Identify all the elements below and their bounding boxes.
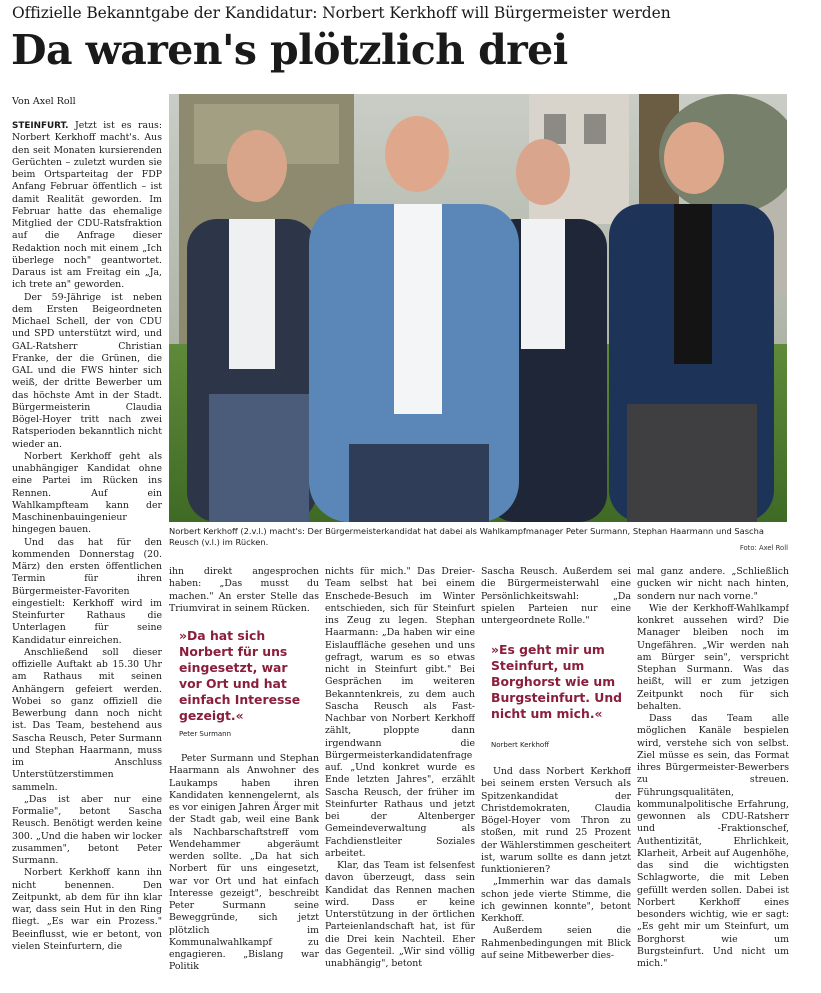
- paragraph: Außerdem seien die Rahmenbedingungen mit Blick auf seine Mitbewerber dies-: [481, 925, 631, 961]
- paragraph: STEINFURT. Jetzt ist es raus: Norbert Kerkhoff macht's. Aus den seit Monaten kursierenden Gerüchten – zuletzt wurden sie beim Ortsparteitag der FDP Anfang Februar öffentlich – ist damit Realität geworden. Im Februar hatte das ehemalige Mitglied der CDU-Ratsfraktion auf die Anfrage dieser Redaktion noch mit einem „Ich überlege noch" geantwortet. Daraus ist am Freitag ein „Ja, ich trete an" geworden.: [12, 120, 162, 291]
- article-column-1: [12, 120, 162, 986]
- article-photo: [169, 94, 787, 522]
- paragraph: „Das ist aber nur eine Formalie", betont Sascha Reusch. Benötigt werden keine 300. „Und die haben wir locker zusammen", betont Peter Surmann.: [12, 793, 162, 866]
- article-byline: Von Axel Roll: [12, 96, 76, 107]
- article-column-4-bottom: [481, 766, 631, 986]
- article-column-3: [325, 566, 475, 986]
- paragraph: Norbert Kerkhoff kann ihn nicht benennen. Den Zeitpunkt, ab dem für ihn klar war, dass sein Hut in den Ring fliegt. „Es war ein Prozess." Beeinflusst, wie er betont, von vielen Steinfurtern, die: [12, 867, 162, 952]
- paragraph: Dass das Team alle möglichen Kanäle bespielen wird, verstehe sich von selbst. Ziel müsse es sein, das Format ihres Bürgermeister-Bewerbers zu streuen. Führungsqualitäten, kommunalpolitische Erfahrung, gewonnen als CDU-Ratsherr und -Fraktionschef, Authentizität, Ehrlichkeit, Klarheit, Arbeit auf Augenhöhe, das sind die wichtigsten Schlagworte, die mit Leben gefüllt werden sollen. Dabei ist Norbert Kerkhoff eines besonders wichtig, wie er sagt: „Es geht mir um Steinfurt, um Borghorst wie um Burgsteinfurt. Und nicht um mich.": [637, 713, 789, 969]
- paragraph: Wie der Kerkhoff-Wahlkampf konkret aussehen wird? Die Manager bleiben noch im Ungefähren. „Wir werden nah am Bürger sein", verspricht Stephan Surmann. Was das heißt, will er zum jetzigen Zeitpunkt noch für sich behalten.: [637, 602, 789, 712]
- paragraph: Norbert Kerkhoff geht als unabhängiger Kandidat ohne eine Partei im Rücken ins Rennen. Auf ein Wahlkampfteam kann der Maschinenbauingenieur hingegen bauen.: [12, 450, 162, 536]
- paragraph: mal ganz andere. „Schließlich gucken wir nicht nach hinten, sondern nur nach vorne.": [637, 566, 789, 602]
- article-column-5: [637, 566, 789, 986]
- paragraph: Anschließend soll dieser offizielle Auftakt ab 15.30 Uhr am Rathaus mit seinen Anhängern gefeiert werden. Wobei so ganz offiziell die Bewerbung dann noch nicht ist. Das Team, bestehend aus Sascha Reusch, Peter Surmann und Stephan Haarmann, muss im Anschluss Unterstützerstimmen sammeln.: [12, 646, 162, 793]
- paragraph: Und dass Norbert Kerkhoff bei seinem ersten Versuch als Spitzenkandidat der Christdemokraten, Claudia Bögel-Hoyer vom Thron zu stoßen, mit rund 25 Prozent der Wählerstimmen gescheitert ist, warum sollte es dann jetzt funktionieren?: [481, 766, 631, 875]
- paragraph: „Immerhin war das damals schon jede vierte Stimme, die ich gewinnen konnte", betont Kerkhoff.: [481, 876, 631, 924]
- paragraph: nichts für mich." Das Dreier-Team selbst hat bei einem Enschede-Besuch im Winter entschieden, sich für Steinfurt ins Zeug zu legen. Stephan Haarmann: „Da haben wir eine Eislauffläche gesehen und uns gefragt, warum es so etwas nicht in Steinfurt gibt." Bei Gesprächen im weiteren Bekanntenkreis, zu dem auch Sascha Reusch als Fast-Nachbar von Norbert Kerkhoff zählt, ploppte dann irgendwann die Bürgermeisterkandidatenfrage auf. „Und konkret wurde es Ende letzten Jahres", erzählt Sascha Reusch, der früher im Steinfurter Rathaus und jetzt bei der Altenberger Gemeindeverwaltung als Fachdienstleiter Soziales arbeitet.: [325, 566, 475, 859]
- pull-quote-author: Peter Surmann: [179, 730, 232, 738]
- paragraph: Der 59-Jährige ist neben dem Ersten Beigeordneten Michael Schell, der von CDU und SPD unterstützt wird, und GAL-Ratsherr Christian Franke, der die Grünen, die GAL und die FWS hinter sich weiß, der dritte Bewerber um das höchste Amt in der Stadt. Bürgermeisterin Claudia Bögel-Hoyer tritt nach zwei Ratsperioden bekanntlich nicht wieder an.: [12, 291, 162, 450]
- article-column-2: [169, 566, 319, 616]
- article-headline: Da waren's plötzlich drei: [11, 26, 568, 74]
- article-column-2-bottom: [169, 753, 319, 986]
- pull-quote: »Es geht mir um Steinfurt, um Borghorst wie um Burgsteinfurt. Und nicht um mich.«: [491, 642, 623, 721]
- pull-quote-author: Norbert Kerkhoff: [491, 741, 550, 749]
- paragraph: ihn direkt angesprochen haben: „Das musst du machen." An erster Stelle das Triumvirat in seinem Rücken.: [169, 566, 319, 614]
- paragraph: Und das hat für den kommenden Donnerstag (20. März) den ersten öffentlichen Termin für ihren Bürgermeister-Favoriten eingestielt: Kerkhoff wird im Steinfurter Rathaus die Unterlagen für seine Kandidatur einreichen.: [12, 536, 162, 646]
- article-column-4: [481, 566, 631, 628]
- dateline: STEINFURT.: [12, 121, 69, 131]
- photo-credit: Foto: Axel Roll: [739, 544, 788, 552]
- photo-illustration: [169, 94, 787, 522]
- paragraph: Sascha Reusch. Außerdem sei die Bürgermeisterwahl eine Persönlichkeitswahl: „Da spielen Parteien nur eine untergeordnete Rolle.": [481, 566, 631, 626]
- pull-quote: »Da hat sich Norbert für uns eingesetzt, war vor Ort und hat einfach Interesse gezeigt.«: [179, 628, 301, 723]
- article-kicker: Offizielle Bekanntgabe der Kandidatur: Norbert Kerkhoff will Bürgermeister werden: [12, 4, 671, 22]
- paragraph: Peter Surmann und Stephan Haarmann als Anwohner des Laukamps haben ihren Kandidaten kennengelernt, als es vor einigen Jahren Ärger mit der Stadt gab, weil eine Bank als Nachbarschaftstreff vom Wendehammer abgeräumt werden sollte. „Da hat sich Norbert für uns eingesetzt, war vor Ort und hat einfach Interesse gezeigt", beschreibt Peter Surmann seine Beweggründe, sich jetzt plötzlich im Kommunalwahlkampf zu engagieren. „Bislang war Politik: [169, 753, 319, 973]
- photo-caption: Norbert Kerkhoff (2.v.l.) macht's: Der Bürgermeisterkandidat hat dabei als Wahlkampfmanager Peter Surmann, Stephan Haarmann und Sascha Reusch (v.l.) im Rücken.: [169, 526, 764, 547]
- paragraph: Klar, das Team ist felsenfest davon überzeugt, dass sein Kandidat das Rennen machen wird. Dass er keine Unterstützung in der örtlichen Parteienlandschaft hat, ist für die Drei kein Nachteil. Eher das Gegenteil. „Wir sind völlig unabhängig", betont: [325, 860, 475, 969]
